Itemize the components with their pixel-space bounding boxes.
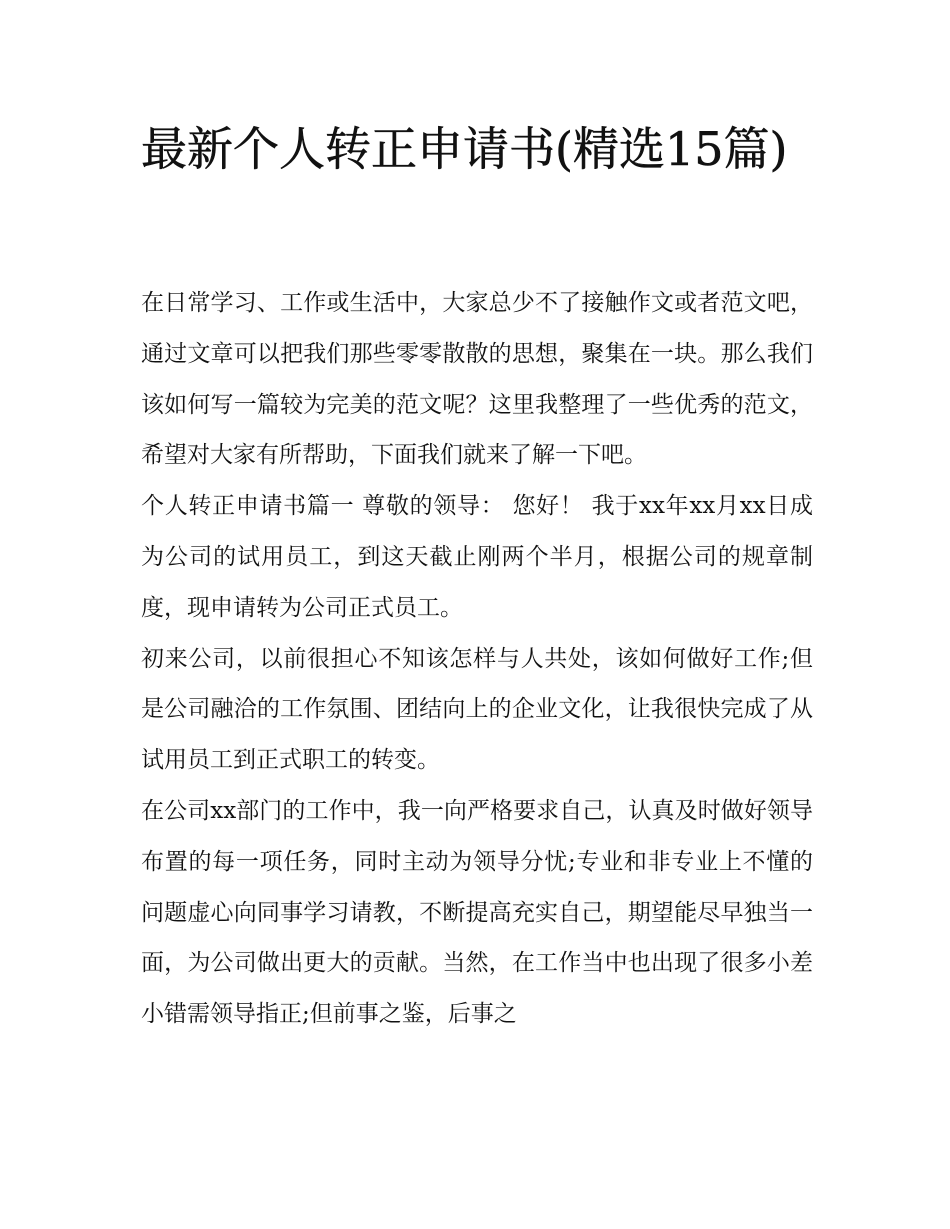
document-body: [141, 278, 813, 1040]
paragraph-intro: 在日常学习、工作或生活中，大家总少不了接触作文或者范文吧，通过文章可以把我们那些零零散散的思想，聚集在一块。那么我们该如何写一篇较为完美的范文呢？这里我整理了一些优秀的范文，希望对大家有所帮助，下面我们就来了解一下吧。: [141, 290, 813, 469]
paragraph-greeting: 个人转正申请书篇一 尊敬的领导： 您好！ 我于xx年xx月xx日成为公司的试用员工，到这天截止刚两个半月，根据公司的规章制度，现申请转为公司正式员工。: [141, 493, 813, 621]
paragraph-adaptation: 初来公司，以前很担心不知该怎样与人共处，该如何做好工作;但是公司融洽的工作氛围、团结向上的企业文化，让我很快完成了从试用员工到正式职工的转变。: [141, 645, 813, 774]
document-title: 最新个人转正申请书(精选15篇): [141, 122, 788, 176]
paragraph-work: 在公司xx部门的工作中，我一向严格要求自己，认真及时做好领导布置的每一项任务，同时主动为领导分忧;专业和非专业上不懂的问题虚心向同事学习请教，不断提高充实自己，期望能尽早独当一面，为公司做出更大的贡献。当然，在工作当中也出现了很多小差小错需领导指正;但前事之鉴，后事之: [141, 797, 813, 1028]
